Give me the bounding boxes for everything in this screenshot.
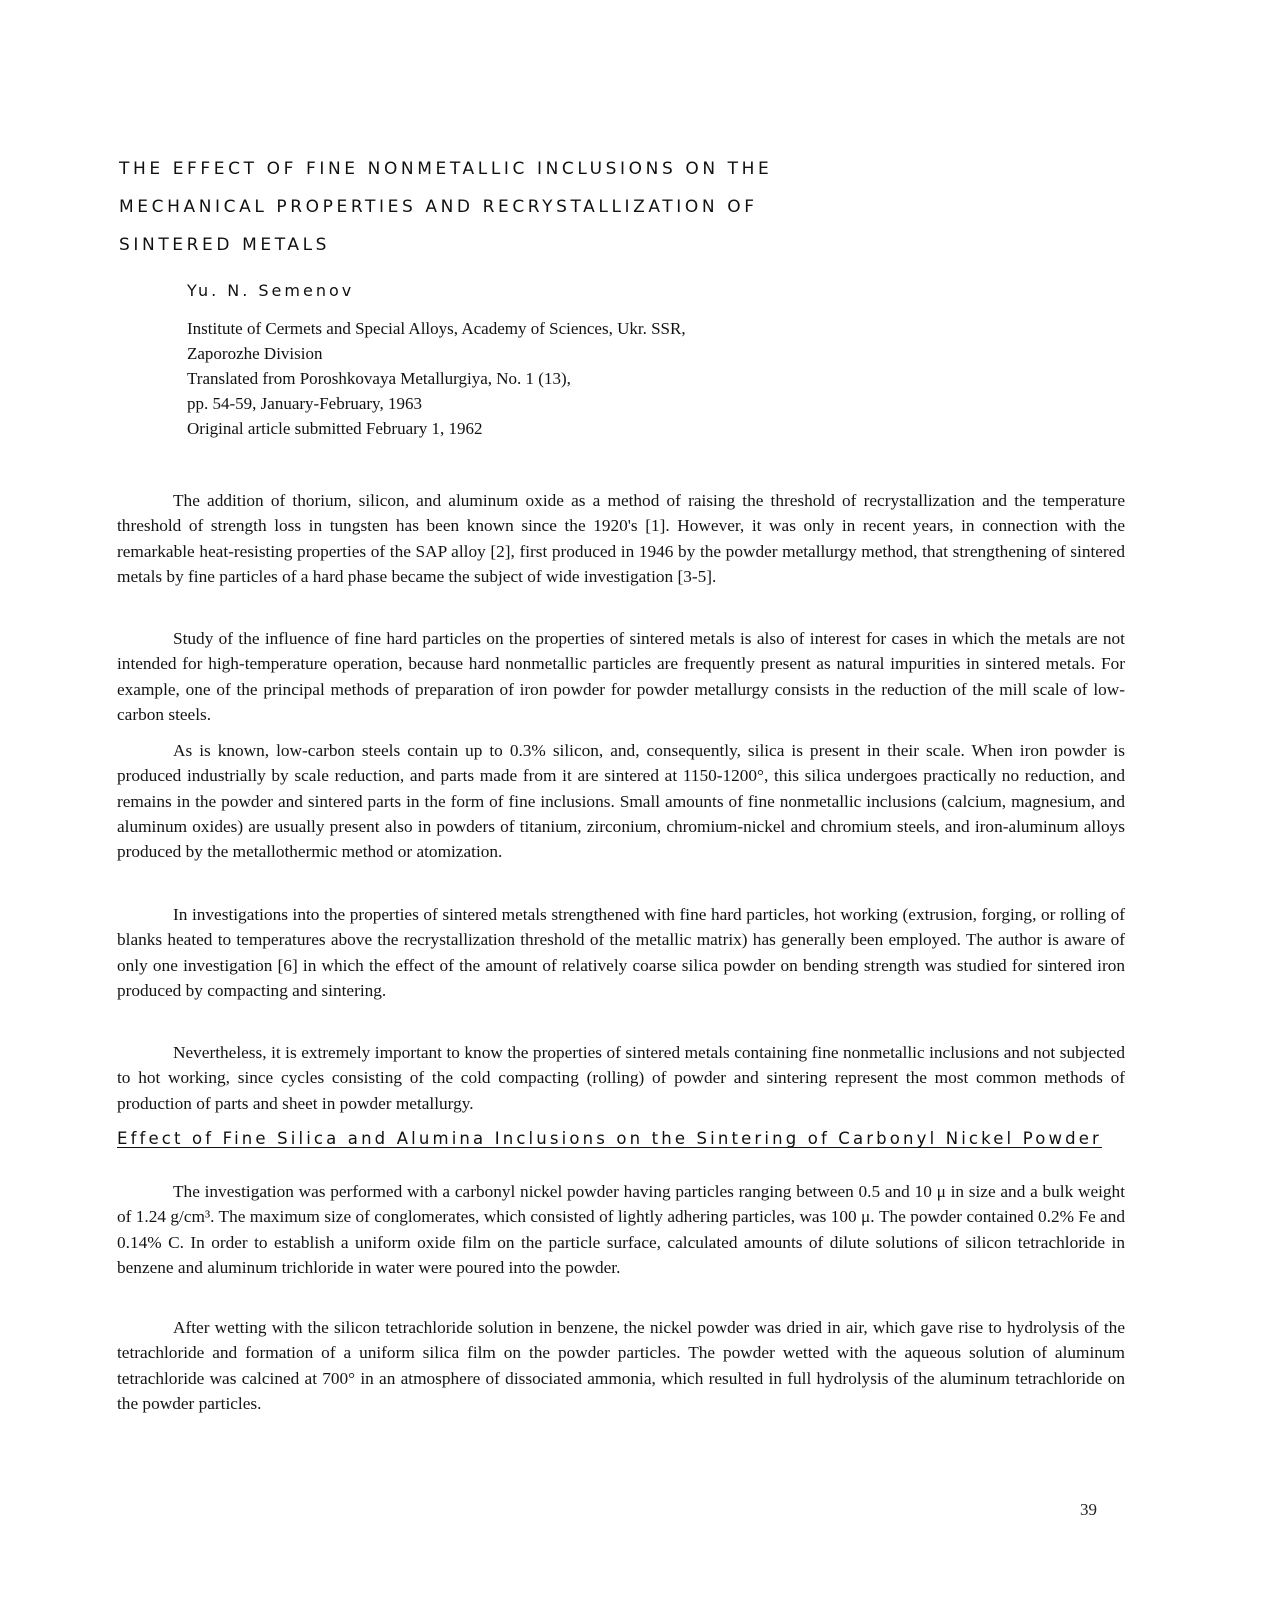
translation-source-line: Translated from Poroshkovaya Metallurgiya, No. 1 (13),	[187, 369, 571, 388]
paragraph-4	[117, 902, 1125, 1003]
title-line-2: MECHANICAL PROPERTIES AND RECRYSTALLIZATION OF	[119, 197, 758, 217]
paragraph-1	[117, 488, 1125, 589]
paragraph-text: Study of the influence of fine hard particles on the properties of sintered metals is also of interest for cases in which the metals are not intended for high-temperature operation, because hard nonmetallic particles are frequently present as natural impurities in sintered metals. For example, one of the principal methods of preparation of iron powder for powder metallurgy consists in the reduction of the mill scale of low-carbon steels.	[117, 629, 1125, 724]
title-line-3: SINTERED METALS	[119, 235, 331, 255]
paragraph-text: The addition of thorium, silicon, and aluminum oxide as a method of raising the threshold of recrystallization and the temperature threshold of strength loss in tungsten has been known since the 1920's [1]. However, it was only in recent years, in connection with the remarkable heat-resisting properties of the SAP alloy [2], first produced in 1946 by the powder metallurgy method, that strengthening of sintered metals by fine particles of a hard phase became the subject of wide investigation [3-5].	[117, 491, 1125, 586]
author-name: Yu. N. Semenov	[187, 281, 355, 300]
section-heading	[117, 1127, 1125, 1151]
article-title	[119, 150, 839, 264]
page-number: 39	[1080, 1500, 1097, 1519]
submission-date-line: Original article submitted February 1, 1962	[187, 419, 483, 438]
section-heading-text: Effect of Fine Silica and Alumina Inclusions on the Sintering of Carbonyl Nickel Powder	[117, 1129, 1102, 1148]
paragraph-text: In investigations into the properties of sintered metals strengthened with fine hard particles, hot working (extrusion, forging, or rolling of blanks heated to temperatures above the recrystallization threshold of the metallic matrix) has generally been employed. The author is aware of only one investigation [6] in which the effect of the amount of relatively coarse silica powder on bending strength was studied for sintered iron produced by compacting and sintering.	[117, 905, 1125, 1000]
paragraph-text: Nevertheless, it is extremely important to know the properties of sintered metals containing fine nonmetallic inclusions and not subjected to hot working, since cycles consisting of the cold compacting (rolling) of powder and sintering represent the most common methods of production of parts and sheet in powder metallurgy.	[117, 1043, 1125, 1113]
paragraph-text: After wetting with the silicon tetrachloride solution in benzene, the nickel powder was dried in air, which gave rise to hydrolysis of the tetrachloride and formation of a uniform silica film on the powder particles. The powder wetted with the aqueous solution of aluminum tetrachloride was calcined at 700° in an atmosphere of dissociated ammonia, which resulted in full hydrolysis of the aluminum tetrachloride on the powder particles.	[117, 1318, 1125, 1413]
page-range-line: pp. 54-59, January-February, 1963	[187, 394, 422, 413]
paragraph-7	[117, 1315, 1125, 1416]
paragraph-text: The investigation was performed with a carbonyl nickel powder having particles ranging between 0.5 and 10 μ in size and a bulk weight of 1.24 g/cm³. The maximum size of conglomerates, which consisted of lightly adhering particles, was 100 μ. The powder contained 0.2% Fe and 0.14% C. In order to establish a uniform oxide film on the particle surface, calculated amounts of dilute solutions of silicon tetrachloride in benzene and aluminum trichloride in water were poured into the powder.	[117, 1182, 1125, 1277]
affiliation-line-2: Zaporozhe Division	[187, 344, 323, 363]
paragraph-2	[117, 626, 1125, 727]
affiliation-line-1: Institute of Cermets and Special Alloys, Academy of Sciences, Ukr. SSR,	[187, 319, 686, 338]
paragraph-6	[117, 1179, 1125, 1280]
paragraph-3	[117, 738, 1125, 864]
paragraph-text: As is known, low-carbon steels contain up to 0.3% silicon, and, consequently, silica is present in their scale. When iron powder is produced industrially by scale reduction, and parts made from it are sintered at 1150-1200°, this silica undergoes practically no reduction, and remains in the powder and sintered parts in the form of fine inclusions. Small amounts of fine nonmetallic inclusions (calcium, magnesium, and aluminum oxides) are usually present also in powders of titanium, zirconium, chromium-nickel and chromium steels, and iron-aluminum alloys produced by the metallothermic method or atomization.	[117, 741, 1125, 862]
paragraph-5	[117, 1040, 1125, 1116]
affiliation-block	[187, 316, 887, 441]
title-line-1: THE EFFECT OF FINE NONMETALLIC INCLUSIONS ON THE	[119, 159, 773, 179]
